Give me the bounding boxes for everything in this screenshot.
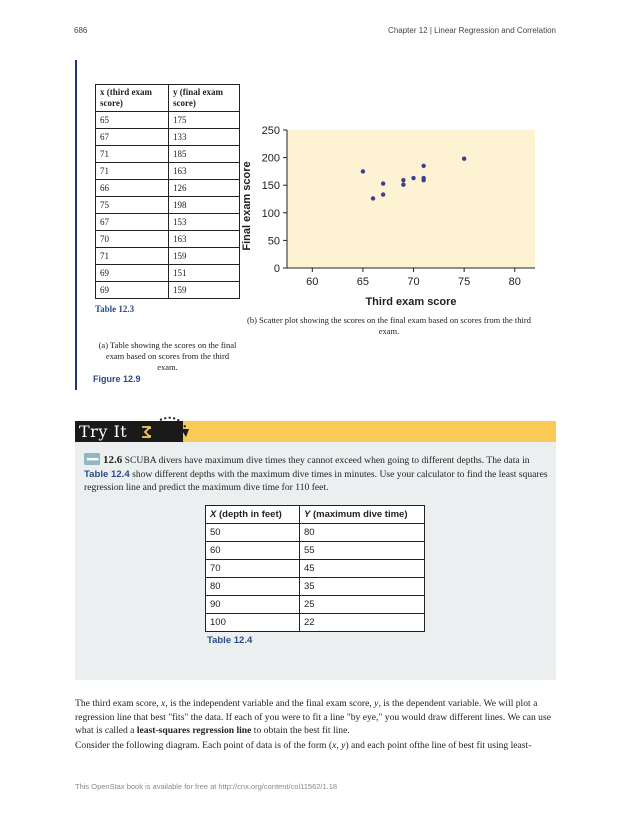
table-cell: 67	[96, 129, 169, 146]
text-run: ) and each point ofthe line of best fit using least-	[345, 740, 532, 751]
paragraph	[75, 697, 556, 738]
table-header-row	[206, 506, 425, 524]
table-cell: 35	[300, 578, 425, 596]
table-row	[96, 129, 240, 146]
variable-x: x	[161, 698, 166, 709]
dotted-arrow-icon	[158, 414, 194, 442]
x-tick-label: 70	[407, 276, 420, 288]
table-cell: 71	[96, 248, 169, 265]
table-cell: 80	[206, 578, 300, 596]
plot-background	[287, 130, 535, 268]
table-header-row	[96, 85, 240, 112]
table-cell: 159	[169, 282, 240, 299]
y-tick-label: 50	[267, 235, 280, 248]
text-run: to obtain the best fit line.	[251, 725, 350, 736]
table-cell: 159	[169, 248, 240, 265]
text-run: , is the independent variable and the final exam score,	[165, 698, 375, 709]
table-cell: 22	[300, 614, 425, 632]
figure-caption-a: (a) Table showing the scores on the final exam based on scores from the third exam.	[98, 340, 237, 372]
text-run: The third exam score,	[75, 698, 162, 709]
variable-y: y	[374, 698, 379, 709]
footer: This OpenStax book is available for free at http://cnx.org/content/col11562/1.18	[75, 782, 338, 791]
header-var: Y	[304, 509, 311, 520]
table-row	[96, 112, 240, 129]
table-cell: 70	[206, 560, 300, 578]
table-cell: 90	[206, 596, 300, 614]
table-header-cell	[206, 506, 300, 524]
table-row	[96, 214, 240, 231]
y-tick-label: 100	[261, 207, 280, 220]
key-term: least-squares regression line	[136, 725, 252, 736]
problem-number: 12.6	[103, 454, 123, 466]
y-tick-label: 250	[261, 125, 280, 137]
variable-y: y	[341, 740, 346, 751]
data-point	[401, 178, 405, 182]
table-cell: 185	[169, 146, 240, 163]
table-row	[206, 524, 425, 542]
x-tick-label: 65	[356, 276, 370, 288]
table-cell: 66	[96, 180, 169, 197]
table-row	[96, 265, 240, 282]
table-header-cell	[300, 506, 425, 524]
data-point	[371, 196, 375, 200]
x-tick-label: 60	[306, 276, 319, 288]
text-run: , is the dependent variable. We will plot a regression line that best "fits" the data. If each of you were to fit a line "by eye," you would draw different lines. We can use what is called a	[75, 698, 551, 736]
text-run: Consider the following diagram. Each point of data is of the form (	[75, 740, 333, 751]
table-row	[206, 614, 425, 632]
header-text: (maximum dive time)	[310, 509, 408, 520]
table-row	[96, 146, 240, 163]
paragraph	[75, 739, 556, 753]
data-point	[462, 157, 466, 161]
sigma-icon	[138, 424, 154, 440]
table-12-3-label: Table 12.3	[95, 304, 135, 314]
data-point	[411, 176, 415, 180]
y-tick-label: 150	[261, 180, 280, 193]
figure-label: Figure 12.9	[93, 374, 141, 384]
table-cell: 65	[96, 112, 169, 129]
problem-text-part: SCUBA divers have maximum dive times they cannot exceed when going to different depths. The data in	[124, 455, 530, 466]
table-row	[206, 560, 425, 578]
table-cell: 55	[300, 542, 425, 560]
data-point	[421, 178, 425, 182]
table-cell: 75	[96, 197, 169, 214]
table-cell: 153	[169, 214, 240, 231]
page-number: 686	[74, 26, 88, 35]
table-12-3	[95, 84, 240, 299]
scatter-plot	[235, 118, 540, 313]
table-cell: 67	[96, 214, 169, 231]
data-point	[381, 192, 385, 196]
x-axis-label: Third exam score	[365, 296, 457, 308]
table-cell: 50	[206, 524, 300, 542]
try-it-title: Try It	[79, 422, 128, 441]
table-row	[206, 578, 425, 596]
x-tick-label: 75	[458, 276, 471, 288]
table-12-4-label: Table 12.4	[207, 635, 253, 646]
table-cell: 25	[300, 596, 425, 614]
text-run: ,	[336, 740, 342, 751]
y-tick-label: 0	[273, 263, 280, 275]
table-row	[96, 231, 240, 248]
table-cell: 70	[96, 231, 169, 248]
table-12-4-link[interactable]: Table 12.4	[84, 468, 130, 480]
table-cell: 133	[169, 129, 240, 146]
table-cell: 163	[169, 163, 240, 180]
pencil-icon	[84, 453, 100, 465]
table-row	[96, 282, 240, 299]
x-tick-label: 80	[508, 276, 521, 288]
table-cell: 175	[169, 112, 240, 129]
table-cell: 126	[169, 180, 240, 197]
table-cell: 198	[169, 197, 240, 214]
problem-text-part: show different depths with the maximum dive times in minutes. Use your calculator to find the least squares regression line and predict the maximum dive time for 110 feet.	[84, 468, 548, 493]
table-cell: 80	[300, 524, 425, 542]
y-axis-label: Final exam score	[241, 161, 253, 251]
table-row	[96, 248, 240, 265]
data-point	[381, 181, 385, 185]
figure-side-bar	[75, 60, 77, 390]
y-tick-label: 200	[261, 152, 280, 165]
table-header-cell: x (third exam score)	[96, 85, 169, 112]
table-cell: 71	[96, 163, 169, 180]
data-point	[361, 169, 365, 173]
table-row	[206, 542, 425, 560]
table-cell: 45	[300, 560, 425, 578]
figure-caption-b: (b) Scatter plot showing the scores on the final exam based on scores from the third exam.	[247, 315, 531, 336]
table-row	[96, 180, 240, 197]
table-cell: 100	[206, 614, 300, 632]
header-var: X	[210, 509, 217, 520]
table-cell: 151	[169, 265, 240, 282]
table-cell: 69	[96, 282, 169, 299]
table-cell: 60	[206, 542, 300, 560]
chapter-title: Chapter 12 | Linear Regression and Correlation	[388, 26, 556, 35]
problem-text	[84, 453, 549, 495]
header-text: (depth in feet)	[216, 509, 282, 520]
table-row	[206, 596, 425, 614]
table-12-4	[205, 505, 425, 632]
table-header-cell: y (final exam score)	[169, 85, 240, 112]
variable-x: x	[332, 740, 337, 751]
table-cell: 163	[169, 231, 240, 248]
table-row	[96, 197, 240, 214]
table-cell: 69	[96, 265, 169, 282]
data-point	[421, 164, 425, 168]
table-row	[96, 163, 240, 180]
table-cell: 71	[96, 146, 169, 163]
data-point	[401, 182, 405, 186]
